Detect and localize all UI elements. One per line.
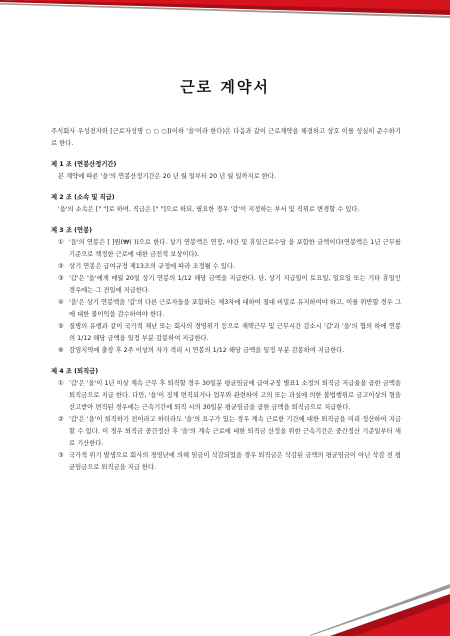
- clause-text: 질병의 유행과 같이 국가적 재난 또는 회사의 경영위기 등으로 재택근무 및 근무시간 감소시 '갑'과 '을'의 협의 하에 연봉의 1/12 해당 금액을 일정 부분 감봉하여 지급한다.: [69, 323, 401, 342]
- clause-number: ①: [58, 239, 64, 246]
- article-title: 제 2 조 (소속 및 직급): [51, 194, 115, 201]
- clause-number: ⑥: [58, 347, 64, 354]
- article-title: 제 3 조 (연봉): [51, 227, 93, 234]
- clause-text: '갑'은 '을'이 퇴직하기 전이라고 하더라도 '을'의 요구가 있는 경우 계속 근로한 기간에 대한 퇴직금을 미리 정산하여 지급할 수 있다. 이 경우 퇴직금 중간정산 후 '을'의 계속 근로에 대한 퇴직금 산정을 위한 근속기간은 중간정산 기준일부터 새로 기산한다.: [69, 416, 401, 447]
- clause-number: ②: [58, 416, 64, 423]
- clause: [51, 321, 401, 345]
- clause-number: ③: [58, 452, 64, 459]
- article-text: '을'의 소속은 [" "]로 하며, 직급은 [" "]으로 하되, 필요한 경우 '갑'이 지정하는 부서 및 직위로 변경할 수 있다.: [58, 206, 360, 213]
- clause-text: '갑'은 '을'에게 매월 20일 상기 연봉의 1/12 해당 금액을 지급한다. 단, 상기 지급일이 토요일, 일요일 또는 기타 휴일인 경우에는 그 전일에 지급한다.: [69, 275, 401, 294]
- clause-text: '을'의 연봉은 [ ]원(₩( ))으로 한다. 상기 연봉액은 연장, 야간 및 휴일근로수당 을 포함한 금액이다(연봉액은 1년 근무를 기준으로 책정한 근로에 대한 금전적 보상이다).: [69, 239, 401, 258]
- clause-text: 상기 연봉은 급여규정 제13조의 규정에 따라 조정될 수 있다.: [69, 263, 235, 270]
- document-title: 근로 계약서: [180, 78, 270, 96]
- clause-number: ①: [58, 380, 64, 387]
- clause: [51, 297, 401, 321]
- article-title: 제 1 조 (연봉산정기간): [51, 161, 117, 168]
- bottom-decoration: [310, 566, 450, 636]
- clause: [51, 345, 401, 357]
- clause: [51, 273, 401, 297]
- article-text: 본 계약에 따른 '을'의 연봉산정기간은 20 년 월 일부터 20 년 월 일까지로 한다.: [58, 173, 276, 180]
- clause-text: 감염지역에 출장 후 2주 이상의 자가 격리 시 연봉의 1/12 해당 금액을 일정 부분 감봉하여 지급한다.: [69, 347, 345, 354]
- article-2: [51, 192, 401, 216]
- clause-number: ③: [58, 275, 64, 282]
- article-title: 제 4 조 (퇴직금): [51, 368, 99, 375]
- article-4: [51, 366, 401, 474]
- clause-number: ④: [58, 299, 64, 306]
- top-decoration: [0, 0, 450, 60]
- clause-number: ②: [58, 263, 64, 270]
- clause: [51, 237, 401, 261]
- article-3: [51, 225, 401, 357]
- clause: [51, 450, 401, 474]
- contract-body: [51, 126, 401, 474]
- article-1: [51, 159, 401, 183]
- clause: [51, 414, 401, 450]
- clause-text: '을'은 상기 연봉액을 '갑'의 다른 근로자들을 포함하는 제3자에 대하여 절대 비밀로 유지하여야 하고, 이를 위반할 경우 그에 대한 불이익을 감수하여야 한다.: [69, 299, 401, 318]
- intro-paragraph: 주식회사 우성전자와 [근로자성명 ○ ○ ○](이하 '을'이라 한다)은 다음과 같이 근로계약을 체결하고 상호 이를 성실히 준수하기로 한다.: [51, 128, 401, 147]
- clause-text: 국가적 위기 발생으로 회사의 경영난에 의해 임금이 삭감되었을 경우 퇴직금은 삭감된 금액의 평균임금이 아닌 삭감 전 평균임금으로 퇴직금을 지급 한다.: [69, 452, 401, 471]
- clause-number: ⑤: [58, 323, 64, 330]
- clause: [51, 378, 401, 414]
- clause-text: '갑'은 '을'이 1년 이상 계속 근무 후 퇴직할 경우 30일분 평균임금에 급여규정 별표1 소정의 퇴직금 지급율을 곱한 금액을 퇴직금으로 지급 한다. 다만, '을'이 징계 면직되거나 업무와 관련하여 고의 또는 과실에 의한 불법행위로 금고이상의 형을 선고받아 면직된 경우에는 근속기간에 퇴직 시의 30일분 평균임금을 곱한 금액을 퇴직금으로 지급한다.: [69, 380, 401, 411]
- clause: [51, 261, 401, 273]
